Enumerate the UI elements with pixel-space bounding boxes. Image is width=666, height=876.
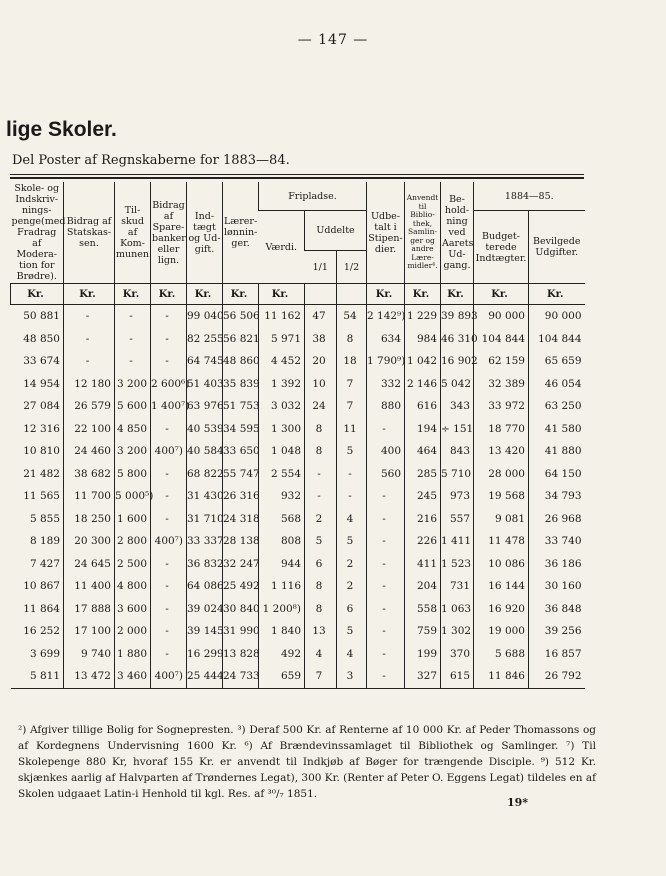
table-cell: 400⁷) [151,665,187,688]
page-heading: lige Skoler. [6,118,117,141]
table-cell: 558 [405,598,441,621]
table-cell: 2 146 [405,373,441,396]
table-cell: 48 850 [23,332,60,345]
table-cell: 6 [337,598,367,621]
signature-mark: 19* [507,796,529,809]
table-cell: 400⁷) [151,530,187,553]
table-cell: 2 142⁹) [367,305,405,328]
table-cell: 64 745 [187,350,223,373]
table-cell: 1 523 [441,553,474,576]
table-cell: 11 [337,418,367,441]
table-cell: 51 403 [187,373,223,396]
table-cell: 5 [337,440,367,463]
table-cell: 4 800 [115,575,151,598]
table-cell: 34 595 [223,418,259,441]
table-cell: 13 [305,620,337,643]
unit-label: Kr. [187,284,223,305]
table-cell: 759 [405,620,441,643]
table-cell: 1 880 [115,643,151,666]
table-caption: Del Poster af Regnskaberne for 1883—84. [12,153,290,168]
footnotes [18,722,596,802]
table-cell: 34 793 [529,485,585,508]
table-cell: 8 [305,440,337,463]
table-cell: - [367,508,405,531]
table-cell: 557 [441,508,474,531]
table-cell: 55 747 [223,463,259,486]
table-cell: 226 [405,530,441,553]
table-cell: 285 [405,463,441,486]
table-cell: - [64,305,115,328]
table-cell: 5 [337,620,367,643]
table-cell: 880 [367,395,405,418]
table-cell: 7 [337,373,367,396]
table-cell: 1 229 [405,305,441,328]
table-cell: 11 478 [474,530,529,553]
footnote-text: ²) Afgiver tillige Bolig for Sognepresten. ³) Deraf 500 Kr. af Renterne af 10 000 Kr. af Peder Thomassons og af Kordegnens Undervisning 1600 Kr. ⁶) Af Brændevinssamlaget til Bibliothek og Samlinger. ⁷) Til Skolepenge 880 Kr, hvoraf 155 Kr. er anvendt til Indkjøb af Bøger for trængende Disciple. ⁹) 512 Kr. skjænkes aarlig af Halvparten af Trøndernes Legat), 300 Kr. (Renter af Peter O. Eggens Legat) tildeles en af Skolen udgaaet Latin-i Henhold til kgl. Res. af ³⁰/₇ 1851. [18,724,596,800]
table-cell: 20 [305,350,337,373]
table-cell: 64 150 [529,463,585,486]
table-cell: 984 [405,328,441,351]
table-cell: 13 472 [64,665,115,688]
table-cell: 39 893 [441,305,474,328]
table-cell: 5 600 [115,395,151,418]
table-cell: 4 [337,508,367,531]
table-cell: - [367,530,405,553]
table-cell: 54 [337,305,367,328]
table-cell: 35 839 [223,373,259,396]
table-cell: 18 250 [64,508,115,531]
table-cell: 63 250 [529,395,585,418]
table-cell: 18 770 [474,418,529,441]
table-cell: 36 848 [529,598,585,621]
table-cell: 5 688 [474,643,529,666]
table-cell: - [151,328,187,351]
table-cell: 1 200⁸) [259,598,305,621]
table-cell: 10 867 [23,580,60,593]
table-cell: 24 [305,395,337,418]
table-cell: - [367,553,405,576]
table-cell: 464 [405,440,441,463]
table-cell: 2 000 [115,620,151,643]
table-cell: - [151,350,187,373]
table-cell: 11 162 [259,305,305,328]
table-cell: 40 584 [187,440,223,463]
table-cell: 1 392 [259,373,305,396]
col-budget: Budget-terede Indtægter. [474,211,529,284]
table-cell: 400 [367,440,405,463]
table-cell: 492 [259,643,305,666]
table-row [11,485,585,508]
table-cell: 16 299 [187,643,223,666]
table-cell: 33 972 [474,395,529,418]
table-cell: 3 032 [259,395,305,418]
table-cell: 3 699 [29,647,60,660]
table-cell: - [367,485,405,508]
col-indtaegt: Ind-tægt og Ud-gift. [187,182,223,284]
table-cell: 8 [305,598,337,621]
table-cell: 13 420 [474,440,529,463]
table-row [11,305,585,328]
table-cell: 199 [405,643,441,666]
table-cell: 10 [305,373,337,396]
table-cell: 46 054 [529,373,585,396]
table-cell: 2 554 [259,463,305,486]
table-cell: 24 645 [64,553,115,576]
table-cell: - [115,350,151,373]
table-cell: 1 411 [441,530,474,553]
col-laerer: Lærer-lønnin-ger. [223,182,259,284]
table-cell: 1 300 [259,418,305,441]
table-cell: 12 180 [64,373,115,396]
table-cell: 65 659 [529,350,585,373]
unit-label: Kr. [64,284,115,305]
table-cell: 1 600 [115,508,151,531]
table-cell: 5 800 [115,463,151,486]
table-cell: 14 954 [23,377,60,390]
table-row [11,418,585,441]
table-cell: 17 888 [64,598,115,621]
table-row [11,395,585,418]
table-cell: 11 565 [23,490,60,503]
table-cell: 1 116 [259,575,305,598]
table-cell: 104 844 [474,328,529,351]
table-cell: 1 048 [259,440,305,463]
table-cell: 5 [305,530,337,553]
table-cell: 343 [441,395,474,418]
table-cell: - [151,553,187,576]
table-cell: 4 [337,643,367,666]
table-cell: - [367,575,405,598]
table-cell: 104 844 [529,328,585,351]
table-cell: 2 600⁶) [151,373,187,396]
table-cell: 25 492 [223,575,259,598]
table-cell: 33 674 [23,355,60,368]
table-cell: 50 881 [23,310,60,323]
table-cell: 68 822 [187,463,223,486]
table-cell: 944 [259,553,305,576]
col-statskassen: Bidrag af Statskas-sen. [64,182,115,284]
table-cell: 33 650 [223,440,259,463]
table-cell: 8 [337,328,367,351]
table-cell: 33 740 [529,530,585,553]
table-cell: 64 086 [187,575,223,598]
table-cell: 2 500 [115,553,151,576]
table-cell: 6 [305,553,337,576]
table-cell: 28 138 [223,530,259,553]
table-cell: 8 [305,418,337,441]
table-cell: 39 145 [187,620,223,643]
col-year: 1884—85. [474,182,585,211]
table-cell: - [151,598,187,621]
table-cell: 10 086 [474,553,529,576]
table-cell: 1 790⁹) [367,350,405,373]
table-row [11,373,585,396]
table-cell: - [367,620,405,643]
table-cell: - [367,665,405,688]
table-cell: 47 [305,305,337,328]
table-cell: - [64,350,115,373]
accounts-table [10,182,585,689]
table-cell: 31 710 [187,508,223,531]
table-cell: 24 318 [223,508,259,531]
table-cell: 30 840 [223,598,259,621]
table-cell: 16 144 [474,575,529,598]
top-rule [10,174,584,175]
table-cell: 2 800 [115,530,151,553]
table-cell: 17 100 [64,620,115,643]
table-cell: 38 [305,328,337,351]
table-cell: - [367,418,405,441]
table-row [11,530,585,553]
table-cell: - [151,418,187,441]
table-cell: 1 302 [441,620,474,643]
table-cell: - [367,598,405,621]
table-cell: 82 255 [187,328,223,351]
table-cell: 26 316 [223,485,259,508]
table-cell: 26 579 [64,395,115,418]
col-vaerdi: Værdi. [259,211,305,284]
table-cell: 41 580 [529,418,585,441]
table-cell: - [367,643,405,666]
table-cell: 30 160 [529,575,585,598]
table-cell: 11 400 [64,575,115,598]
page-number: — 147 — [297,32,369,48]
table-cell: 4 850 [115,418,151,441]
table-cell: 7 [337,395,367,418]
col-udbetalt: Udbe-talt i Stipen-dier. [367,182,405,284]
table-cell: 411 [405,553,441,576]
table-cell: 4 [305,643,337,666]
table-cell: 28 000 [474,463,529,486]
table-cell: 16 252 [23,625,60,638]
table-cell: 99 040 [187,305,223,328]
table-cell: 32 247 [223,553,259,576]
unit-label: Kr. [151,284,187,305]
table-cell: 90 000 [529,305,585,328]
table-cell: 38 682 [64,463,115,486]
table-cell: - [151,643,187,666]
table-cell: 370 [441,643,474,666]
unit-label: Kr. [441,284,474,305]
table-cell: 90 000 [474,305,529,328]
unit-label: Kr. [115,284,151,305]
table-row [11,598,585,621]
table-cell: 634 [367,328,405,351]
table-cell: - [115,305,151,328]
table-cell: 216 [405,508,441,531]
table-cell: - [151,305,187,328]
table-cell: 32 389 [474,373,529,396]
col-bevilgede: Bevilgede Udgifter. [529,211,585,284]
table-cell: 11 864 [23,602,60,615]
table-cell: 25 444 [187,665,223,688]
col-kommunen: Til-skud af Kom-munen. [115,182,151,284]
col-fripladse: Fripladse. [259,182,367,211]
table-cell: 3 600 [115,598,151,621]
table-cell: 932 [259,485,305,508]
table-cell: 24 733 [223,665,259,688]
unit-label: Kr. [474,284,529,305]
table-cell: 9 740 [64,643,115,666]
table-cell: 2 [305,508,337,531]
table-row [11,440,585,463]
table-cell: 16 920 [474,598,529,621]
table-cell: 560 [367,463,405,486]
table-cell: - [151,485,187,508]
table-row [11,665,585,688]
table-cell: 41 880 [529,440,585,463]
table-cell: 39 256 [529,620,585,643]
unit-label: Kr. [259,284,305,305]
unit-label: Kr. [529,284,585,305]
table-cell: 31 990 [223,620,259,643]
table-cell: 39 024 [187,598,223,621]
table-cell: 7 [305,665,337,688]
table-cell: 51 753 [223,395,259,418]
table-cell: 2 [337,553,367,576]
table-cell: 568 [259,508,305,531]
table-row [11,508,585,531]
table-cell: 48 860 [223,350,259,373]
table-cell: - [305,463,337,486]
table-cell: 5 855 [29,512,60,525]
table-cell: 62 159 [474,350,529,373]
table-cell: 8 189 [29,535,60,548]
unit-label: Kr. [405,284,441,305]
table-cell: 400⁷) [151,440,187,463]
table-cell: 11 700 [64,485,115,508]
table-cell: 26 968 [529,508,585,531]
table-cell: 245 [405,485,441,508]
unit-empty [337,284,367,305]
unit-empty [305,284,337,305]
col-anvendt: Anvendt til Biblio-thek, Samlin-ger og andre Lære-midler⁴. [405,182,441,284]
table-row [11,553,585,576]
table-cell: 10 810 [23,445,60,458]
table-cell: 27 084 [23,400,60,413]
table-cell: 63 976 [187,395,223,418]
table-cell: 26 792 [529,665,585,688]
table-cell: 5 [337,530,367,553]
table-cell: 56 821 [223,328,259,351]
table-row [11,620,585,643]
table-cell: 2 [337,575,367,598]
table-cell: 973 [441,485,474,508]
table-cell: 5 042 [441,373,474,396]
table-cell: 21 482 [23,467,60,480]
table-cell: 16 857 [529,643,585,666]
unit-label: Kr. [367,284,405,305]
table-cell: 332 [367,373,405,396]
table-cell: 5 971 [259,328,305,351]
unit-label: Kr. [223,284,259,305]
table-cell: 24 460 [64,440,115,463]
table-cell: - [151,575,187,598]
table-cell: 5 000⁵) [115,485,151,508]
table-cell: 19 568 [474,485,529,508]
table-cell: 1 400⁷) [151,395,187,418]
table-cell: 46 310 [441,328,474,351]
table-cell: 7 427 [29,557,60,570]
col-hele: 1/1 [305,251,337,284]
table-cell: 3 200 [115,440,151,463]
table-cell: 3 200 [115,373,151,396]
table-cell: 36 832 [187,553,223,576]
table-cell: - [151,508,187,531]
table-cell: 18 [337,350,367,373]
table-cell: 327 [405,665,441,688]
table-cell: 3 460 [115,665,151,688]
table-cell: 36 186 [529,553,585,576]
table-cell: 3 [337,665,367,688]
table-cell: 56 506 [223,305,259,328]
table-cell: 12 316 [23,422,60,435]
col-halve: 1/2 [337,251,367,284]
table-cell: 731 [441,575,474,598]
table-cell: 8 [305,575,337,598]
top-rule-thick [10,177,584,179]
col-skolepenge: Skole- og Indskriv-nings-penge(med Fradrag af Modera-tion for Brødre). [11,183,66,282]
table-cell: 4 452 [259,350,305,373]
unit-label: Kr. [11,284,64,305]
table-cell: - [337,485,367,508]
table-cell: 11 846 [474,665,529,688]
table-cell: ÷ 151 [441,418,474,441]
table-cell: - [64,328,115,351]
table-cell: 615 [441,665,474,688]
table-cell: 204 [405,575,441,598]
table-cell: - [337,463,367,486]
table-cell: 1 042 [405,350,441,373]
table-row [11,643,585,666]
table-cell: 13 828 [223,643,259,666]
table-cell: 5 710 [441,463,474,486]
col-beholdning: Be-hold-ning ved Aarets Ud-gang. [441,182,474,284]
table-body [11,305,585,689]
table-cell: 843 [441,440,474,463]
table-cell: 31 430 [187,485,223,508]
col-uddelte: Uddelte [305,211,367,251]
table-cell: 808 [259,530,305,553]
table-row [11,328,585,351]
table-cell: 5 811 [11,665,64,688]
table-cell: 40 539 [187,418,223,441]
table-cell: - [151,620,187,643]
table-cell: 9 081 [474,508,529,531]
table-cell: 1 063 [441,598,474,621]
table-cell: 616 [405,395,441,418]
col-sparebanker: Bidrag af Spare-banker eller lign. [151,182,187,284]
table-cell: 19 000 [474,620,529,643]
table-row [11,350,585,373]
table-cell: 1 840 [259,620,305,643]
table-cell: 659 [259,665,305,688]
table-cell: - [115,328,151,351]
table-row [11,575,585,598]
table-cell: - [151,463,187,486]
table-cell: 33 337 [187,530,223,553]
table-cell: - [305,485,337,508]
table-cell: 16 902 [441,350,474,373]
table-row [11,463,585,486]
table-cell: 194 [405,418,441,441]
table-cell: 22 100 [64,418,115,441]
table-cell: 20 300 [64,530,115,553]
